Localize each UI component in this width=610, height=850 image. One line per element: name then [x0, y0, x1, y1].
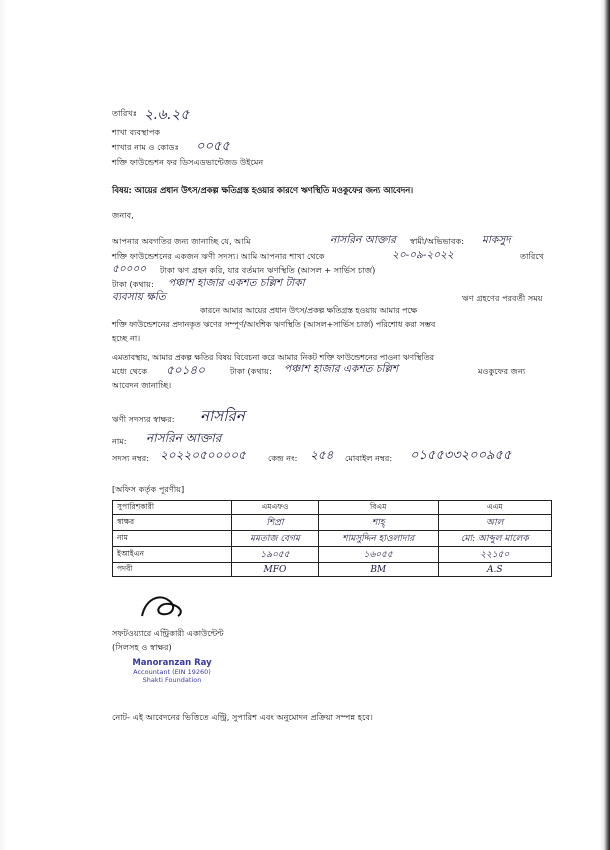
branch-label: শাখার নাম ও কোডঃ	[112, 142, 179, 152]
cell-value: মো: আব্দুল মালেক	[438, 531, 551, 547]
col-header: এএম	[438, 501, 551, 515]
p2-text-a: এমতাবস্থায়, আমার প্রকল্প ক্ষতির বিষয় বিবেচনা করে আমার নিকট শক্তি ফাউন্ডেশনের পাওনা ঋণস্থিতির	[112, 353, 434, 362]
col-header: বিএম	[318, 501, 438, 515]
table-row	[113, 531, 552, 547]
cell-value: আল	[438, 515, 551, 531]
table-row	[113, 515, 552, 531]
cell-value: শিপ্রা	[232, 515, 319, 531]
branch-code: ০০৫৫	[196, 139, 230, 154]
p2-text-c: টাকা (কথায়:	[230, 366, 272, 376]
subject-line: বিষয়: আয়ের প্রধান উৎস/প্রকল্প ক্ষতিগ্রস্ত হওয়ার কারণে ঋণস্থিতি মওকুফের জন্য আবেদন।	[112, 185, 414, 195]
branch-manager: শাখা ব্যবস্থাপক	[112, 127, 161, 137]
date-value: ২.৬.২৫	[144, 107, 190, 123]
kendra-value: ২৫৪	[310, 448, 334, 462]
p1-text-f: টাকা (কথায়:	[112, 279, 154, 289]
p1-text-c: শক্তি ফাউন্ডেশনের একজন ঋণী সদস্য। আমি আপনার শাখা থেকে	[112, 251, 325, 261]
p2-text-b: মধ্যে থেকে	[112, 366, 148, 376]
table-row	[113, 547, 552, 563]
accountant-title: সফটওয়্যারে এন্ট্রিকারী একাউন্টেন্ট	[112, 628, 224, 638]
p2-text-e: আবেদন জানাচ্ছি।	[112, 380, 172, 390]
kendra-label: কেন্দ্র নং:	[268, 453, 298, 463]
member-id-value: ২০২২০৫০০০০৫	[160, 448, 246, 462]
p1-text-h: ঋণ গ্রহণের পরবর্তী সময়	[462, 293, 543, 303]
stamp-org: Shakti Foundation	[142, 676, 202, 684]
col-header: এমএফও	[232, 501, 319, 515]
row-label: নাম	[113, 531, 232, 547]
p2-text-d: মওকুফের জন্য	[478, 366, 526, 376]
member-name-value: নাসরিন আক্তার	[146, 431, 222, 445]
accountant-sub: (সিলসহ ও স্বাক্ষর)	[112, 642, 172, 652]
loan-date-handwritten: ২০-০৯-২০২২	[392, 249, 454, 261]
mobile-value: ০১৫৫৩৩২০০৯৫৫	[410, 448, 512, 463]
date-label: তারিখঃ	[112, 108, 138, 118]
stamp-role: Accountant (EIN 19260)	[133, 668, 211, 676]
member-id-label: সদস্য নম্বর:	[112, 453, 150, 463]
row-label: স্বাক্ষর	[113, 515, 232, 531]
member-sign-label: ঋণী সদস্যর স্বাক্ষর:	[112, 414, 175, 424]
office-section-title: [অফিস কর্তৃক পূরণীয়]	[112, 484, 185, 494]
member-name-label: নাম:	[112, 436, 127, 446]
cell-value: ১৯০৫৫	[232, 547, 319, 563]
office-table	[112, 500, 552, 577]
cell-value: ১৬০৫৫	[318, 547, 438, 563]
p1-text-a: আপনার অবগতির জন্য জানাচ্ছি যে, আমি	[112, 236, 251, 246]
row-label: ইআইএন	[113, 547, 232, 563]
p1-text-b: স্বামী/অভিভাবক:	[410, 236, 465, 246]
accountant-signature-icon	[138, 592, 188, 622]
p1-text-j: হচ্ছে না।	[112, 333, 141, 343]
cell-value: শামসুদ্দিন হাওলাদার	[318, 531, 438, 547]
guardian-name-handwritten: মাকসুদ	[482, 234, 511, 246]
salutation: জনাব,	[112, 210, 134, 220]
mobile-label: মোবাইল নম্বর:	[345, 453, 393, 463]
amount-words-handwritten: পঞ্চাশ হাজার একশত চল্লিশ টাকা	[168, 277, 305, 289]
cell-value: ২২১৫০	[438, 547, 551, 563]
waiver-amount-handwritten: ৫০১৪০	[166, 363, 205, 377]
accountant-stamp	[132, 658, 212, 684]
loan-amount-handwritten: ৫০০০০	[112, 263, 147, 275]
member-name-handwritten: নাসরিন আক্তার	[330, 234, 396, 246]
p1-text-d: তারিখে	[520, 251, 545, 261]
cell-value: শাহ্	[318, 515, 438, 531]
p1-text-i: শক্তি ফাউন্ডেশনের প্রদানকৃত ঋণের সম্পূর্ণ/আংশিক ঋণস্থিতি (আসল+সার্ভিস চার্জ) পরিশোধ করা সম্ভব	[112, 320, 436, 329]
table-row	[113, 563, 552, 577]
footer-note: নোট- এই আবেদনের ভিত্তিতে এন্ট্রি, সুপারিশ এবং অনুমোদন প্রক্রিয়া সম্পন্ন হবে।	[112, 712, 373, 722]
member-signature: নাসরিন	[200, 407, 245, 425]
p1-text-e: টাকা ঋণ গ্রহন করি, যার বর্তমান ঋণস্থিতি (আসল + সার্ভিস চার্জ)	[160, 265, 376, 275]
stamp-name: Manoranzan Ray	[132, 658, 212, 668]
office-table-header	[113, 501, 552, 515]
col-header: সুপারিশকারী	[113, 501, 232, 515]
org-line: শক্তি ফাউন্ডেশন ফর ডিসএডভান্টেজড উইমেন	[112, 157, 264, 167]
waiver-words-handwritten: পঞ্চাশ হাজার একশত চল্লিশ	[284, 363, 399, 375]
cell-value: মমতাজ বেগম	[232, 531, 319, 547]
cell-value: MFO	[232, 563, 319, 577]
cell-value: BM	[318, 563, 438, 577]
row-label: পদবী	[113, 563, 232, 577]
p1-text-g: কারনে আমার আয়ের প্রধান উৎস/প্রকল্প ক্ষতিগ্রস্ত হওয়ায় আমার পক্ষে	[200, 306, 418, 315]
reason-handwritten: ব্যবসায় ক্ষতি	[112, 291, 166, 303]
cell-value: A.S	[438, 563, 551, 577]
